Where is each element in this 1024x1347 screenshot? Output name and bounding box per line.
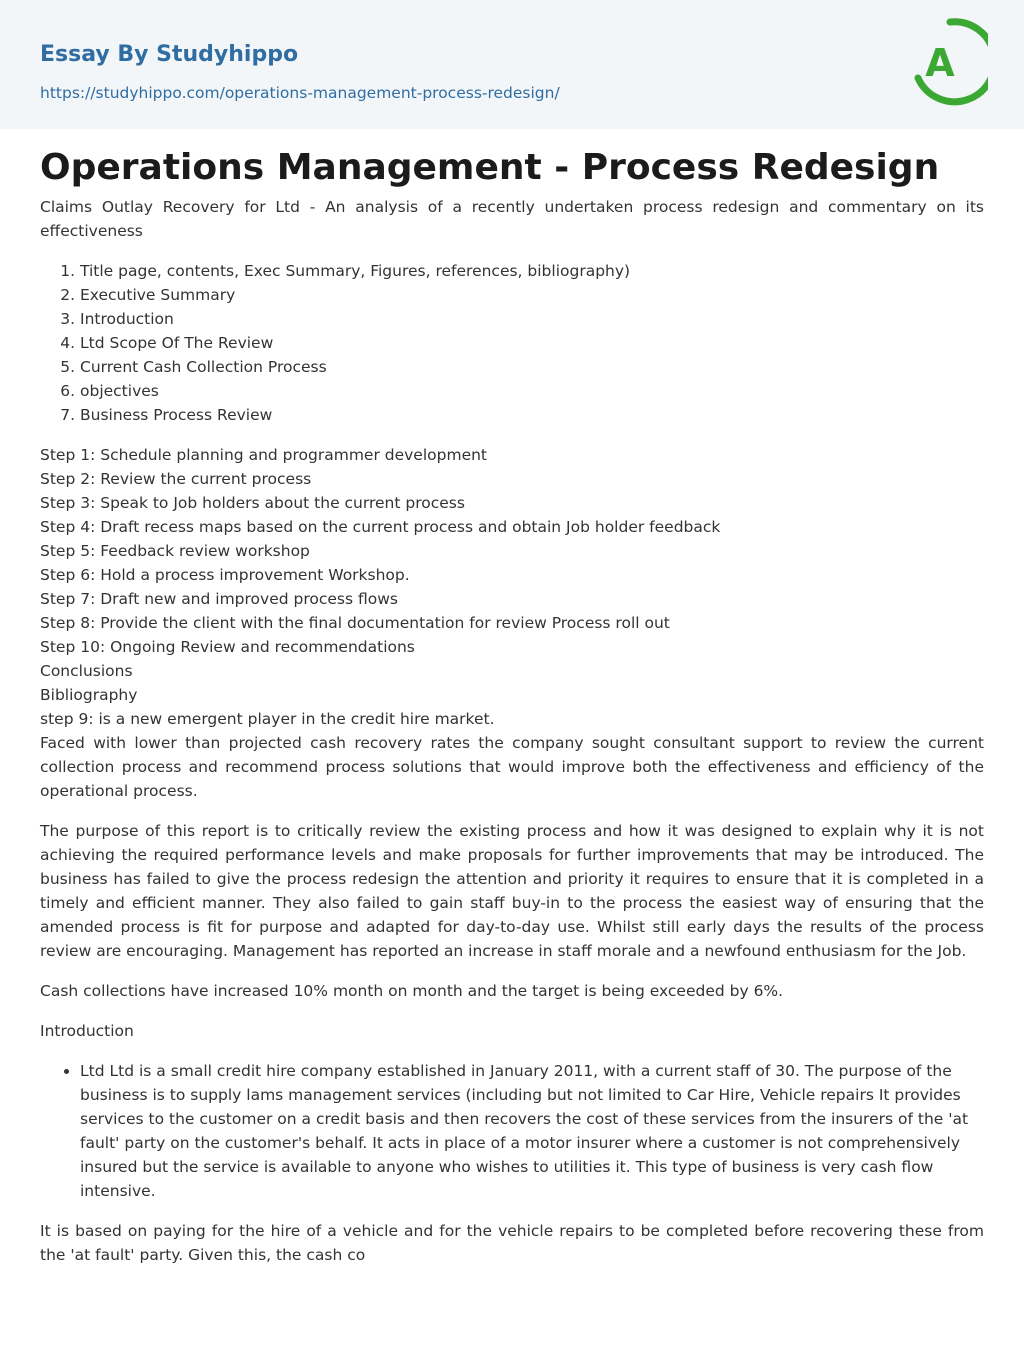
article-content [0,129,1024,1267]
bullet-item: • Ltd Ltd is a small credit hire company established in January 2011, with a current staff of 30. The purpose of the business is to supply lams management services (including but not limited to Car Hire, Vehicle repairs It provides services to the customer on a credit basis and then recovers the cost of these services from the insurers of the 'at fault' party on the customer's behalf. It acts in place of a motor insurer where a customer is not comprehensively insured but the service is available to anyone who wishes to utilities it. This type of business is very cash flow intensive. [80,1059,984,1203]
step-line: Step 3: Speak to Job holders about the current process [40,494,465,512]
essay-subtitle: Claims Outlay Recovery for Ltd - An analysis of a recently undertaken process redesign and commentary on its effectiveness [40,198,984,240]
steps-block [40,443,984,803]
step-line: Step 4: Draft recess maps based on the current process and obtain Job holder feedback [40,518,721,536]
step-line: Step 10: Ongoing Review and recommendations [40,638,415,656]
step-line: Step 6: Hold a process improvement Workshop. [40,566,410,584]
paragraph-text: Faced with lower than projected cash recovery rates the company sought consultant support to review the current collection process and recommend process solutions that would improve both the effectiveness and efficiency of the operational process. [40,734,984,800]
paragraph-text: It is based on paying for the hire of a vehicle and for the vehicle repairs to be completed before recovering these from the 'at fault' party. Given this, the cash co [40,1222,984,1264]
step-line: Conclusions [40,662,133,680]
source-url-link[interactable]: https://studyhippo.com/operations-management-process-redesign/ [40,84,560,102]
contents-item: 6. objectives [80,379,984,403]
contents-item: 3. Introduction [80,307,984,331]
step-line: step 9: is a new emergent player in the credit hire market. [40,710,495,728]
logo-letter: A [925,41,955,85]
step-line: Step 7: Draft new and improved process flows [40,590,398,608]
studyhippo-logo-icon [912,18,988,106]
contents-item: 5. Current Cash Collection Process [80,355,984,379]
brand-title: Essay By Studyhippo [40,42,299,67]
page-header [0,0,1024,129]
bullet-list [40,1059,984,1203]
paragraph-text: The purpose of this report is to critically review the existing process and how it was designed to explain why it is not achieving the required performance levels and make proposals for further improvements that may be introduced. The business has failed to give the process redesign the attention and priority it requires to ensure that it is completed in a timely and efficient manner. They also failed to gain staff buy-in to the process the easiest way of ensuring that the amended process is fit for purpose and adapted for day-to-day use. Whilst still early days the results of the process review are encouraging. Management has reported an increase in staff morale and a newfound enthusiasm for the Job. [40,822,984,960]
step-line: Step 2: Review the current process [40,470,312,488]
section-heading-introduction: Introduction [40,1022,134,1040]
contents-item: 2. Executive Summary [80,283,984,307]
paragraph-text: Cash collections have increased 10% month on month and the target is being exceeded by 6%. [40,982,784,1000]
contents-item: 1. Title page, contents, Exec Summary, Figures, references, bibliography) [80,259,984,283]
page-title: Operations Management - Process Redesign [40,147,940,188]
step-line: Step 1: Schedule planning and programmer development [40,446,488,464]
contents-item: 7. Business Process Review [80,403,984,427]
step-line: Step 8: Provide the client with the final documentation for review Process roll out [40,614,670,632]
step-line: Step 5: Feedback review workshop [40,542,310,560]
step-line: Bibliography [40,686,138,704]
contents-list [40,259,984,427]
contents-item: 4. Ltd Scope Of The Review [80,331,984,355]
